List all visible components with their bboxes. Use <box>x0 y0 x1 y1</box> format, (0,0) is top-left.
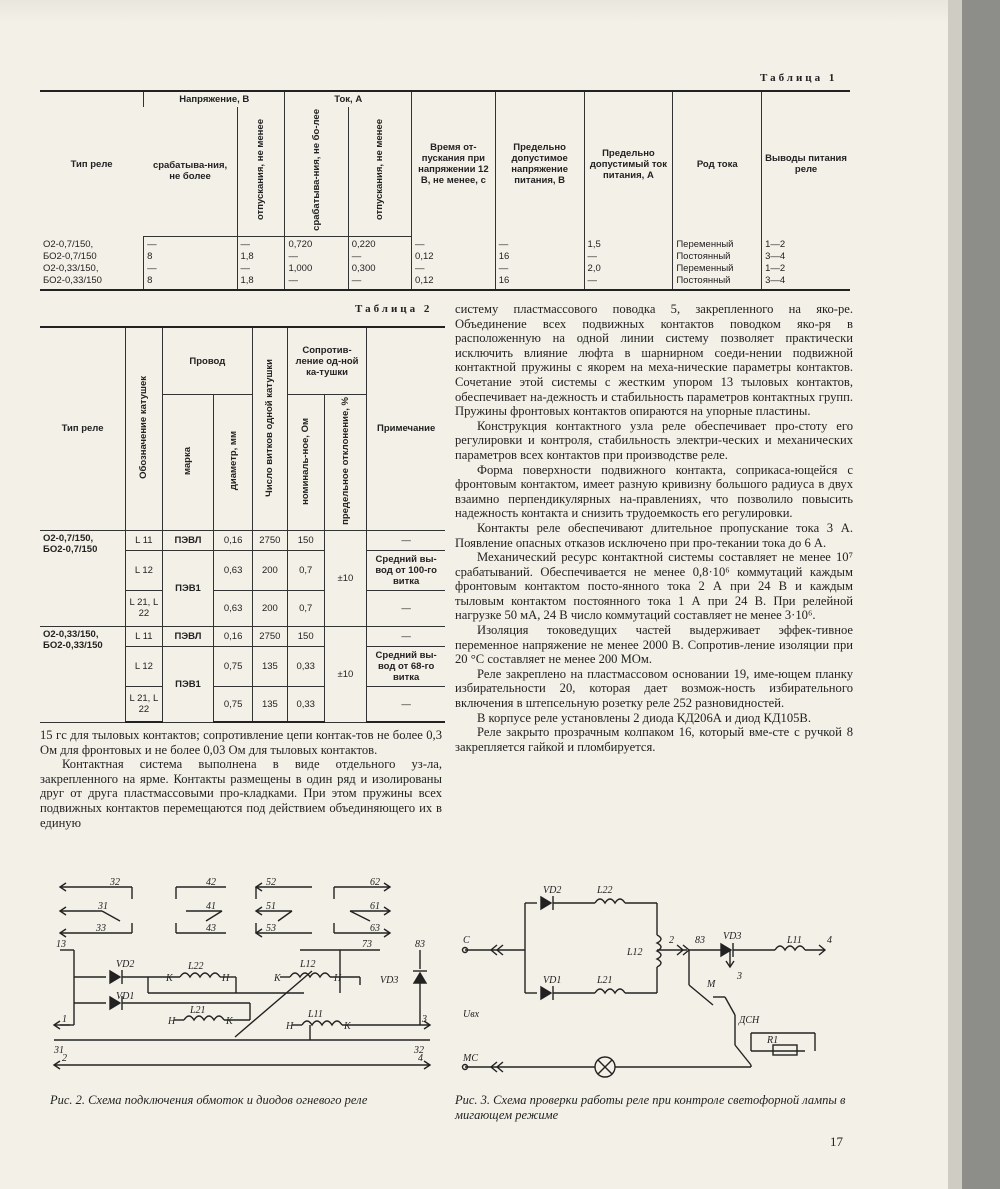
svg-text:1: 1 <box>62 1014 67 1025</box>
svg-text:Н: Н <box>286 1021 294 1032</box>
table2-header-nominal: номиналь-ное, Ом <box>300 417 312 505</box>
svg-text:К: К <box>166 973 173 984</box>
svg-text:VD3: VD3 <box>723 931 742 942</box>
paragraph: Контакты реле обеспечивают длительное пропускание тока 3 А. Появление опасных отказов исключено при про-текании тока до 6 А. <box>455 520 853 550</box>
table1-header-type: Тип реле <box>40 91 144 236</box>
svg-text:2: 2 <box>669 935 674 946</box>
svg-text:VD2: VD2 <box>116 959 135 970</box>
table1-caption: Таблица 1 <box>760 72 838 84</box>
svg-text:L11: L11 <box>787 935 802 946</box>
figure2-diagram <box>40 875 445 1085</box>
figure2-labels <box>53 877 427 1064</box>
table1-header-i-operate: срабатыва-ния, не бо-лее <box>311 109 323 231</box>
table2-header-resistance: Сопротив-ление од-ной ка-тушки <box>287 327 366 395</box>
table1-col-max-current: 1,5 — 2,0 — <box>584 236 673 290</box>
table1-col-v-operate: — 8 — 8 <box>144 236 237 290</box>
svg-text:63: 63 <box>370 923 380 934</box>
svg-text:31: 31 <box>54 1045 64 1056</box>
table1-col-release-time: — 0,12 — 0,12 <box>412 236 496 290</box>
paragraph: Механический ресурс контактной системы составляет не менее 10⁷ срабатываний. Обеспечивается не менее 0,8·10⁶ коммутаций каждым фронтовым контактом посто-янного тока 2 А при 24 В и каждым тыловым контактом постоянного тока 1 А при 24 В. При релейной нагрузке 50 мА, 24 В число коммутаций составляет не менее 3·10⁶. <box>455 550 853 623</box>
table1-header-release-time: Время от-пускания при напряжении 12 В, не менее, с <box>412 91 496 236</box>
paragraph: Форма поверхности подвижного контакта, соприкаса-ющейся с фронтовым контактом, имеет разную кривизну большого радиуса в двух взаимно перпендикулярных на-правлениях, что позволило повысить надежность контакта и снизить трудоемкость его регулировки. <box>455 462 853 521</box>
table2-header-deviation: предельное отклонение, % <box>339 397 351 525</box>
table1-header-current: Ток, А <box>285 91 412 107</box>
table1-header-v-operate: срабатыва-ния, не более <box>144 107 237 236</box>
figure2-caption: Рис. 2. Схема подключения обмоток и диодов огневого реле <box>50 1093 368 1107</box>
svg-text:51: 51 <box>266 901 276 912</box>
svg-text:83: 83 <box>415 939 425 950</box>
svg-text:53: 53 <box>266 923 276 934</box>
table1-col-kind: Переменный Постоянный Переменный Постоянный <box>673 236 762 290</box>
svg-text:К: К <box>226 1016 233 1027</box>
svg-text:4: 4 <box>827 935 832 946</box>
svg-text:L22: L22 <box>597 885 613 896</box>
table-row: L 21, L 22 0,63 200 0,7 — <box>40 590 445 626</box>
table2-header-type: Тип реле <box>40 327 126 530</box>
svg-text:VD3: VD3 <box>380 975 399 986</box>
table1-col-i-release: 0,220 — 0,300 — <box>348 236 411 290</box>
table1-col-i-operate: 0,720 — 1,000 — <box>285 236 348 290</box>
figure3-diagram <box>455 875 855 1085</box>
paragraph: Контактная система выполнена в виде отдельного уз-ла, закрепленного на ярме. Контакты размещены в один ряд и изолированы друг от друга пластмассовыми про-кладками. При этом пружины всех подвижных контактов перемещаются под действием объединяющего их в единую <box>40 757 442 830</box>
paragraph: Реле закрыто прозрачным колпаком 16, который вме-сте с ручкой 8 закрепляется гайкой и пломбируется. <box>455 725 853 754</box>
svg-text:VD1: VD1 <box>116 991 135 1002</box>
paragraph: 15 гс для тыловых контактов; сопротивление цепи контак-тов не более 0,3 Ом для фронтовых и не более 0,03 Ом для тыловых контактов. <box>40 728 442 757</box>
svg-text:Н: Н <box>168 1016 176 1027</box>
paragraph: Конструкция контактного узла реле обеспечивает про-стоту его регулировки и контроля, стабильность электри-ческих и механических параметров всех контактов при производстве реле. <box>455 418 853 462</box>
table1-header-i-release: отпускания, не менее <box>374 119 386 221</box>
table-row: L 12 ПЭВ1 0,75 135 0,33 Средний вы-вод от 68-го витка <box>40 646 445 686</box>
svg-text:32: 32 <box>414 1045 424 1056</box>
svg-text:С: С <box>463 935 470 946</box>
table1-col-max-voltage: — 16 — 16 <box>495 236 584 290</box>
svg-text:2: 2 <box>62 1053 67 1064</box>
svg-text:3: 3 <box>737 971 742 982</box>
right-column-text <box>455 302 853 754</box>
svg-text:83: 83 <box>695 935 705 946</box>
svg-text:42: 42 <box>206 877 216 888</box>
svg-text:L12: L12 <box>627 947 643 958</box>
table1-header-voltage: Напряжение, В <box>144 91 285 107</box>
table2-header-brand: марка <box>182 446 194 475</box>
table-row: О2-0,33/150, БО2-0,33/150 L 11 ПЭВЛ 0,16 2750 150 ±10 — <box>40 626 445 646</box>
svg-text:L21: L21 <box>190 1005 206 1016</box>
paragraph: систему пластмассового поводка 5, закрепленного на яко-ре. Объединение всех подвижных контактов поводком яко-ря в расположенную на одной линии систему позволяет практически исключить влияние люфта в шарнирном соеди-нении подвижной контактной пружины с якорем на меха-нические параметры контактов. Сочетание этой системы с жестким упором 13 тыловых контактов, обеспечивает на-дежность и стабильность параметров контактных групп. Пружины фронтовых контактов опираются на упорные пластины. <box>455 302 853 419</box>
svg-text:62: 62 <box>370 877 380 888</box>
table2-caption: Таблица 2 <box>355 303 433 315</box>
svg-text:Н: Н <box>334 973 342 984</box>
page-top-edge <box>0 0 1000 22</box>
table1 <box>40 90 850 291</box>
table1-header-v-release: отпускания, не менее <box>255 119 267 221</box>
svg-text:VD1: VD1 <box>543 975 562 986</box>
paragraph: Изоляция токоведущих частей выдерживает эффек-тивное переменное напряжение не менее 2000 В. Сопротив-ление изоляции при 20 °С составляет не менее 200 МОм. <box>455 623 853 667</box>
table-row: L 21, L 22 0,75 135 0,33 — <box>40 686 445 722</box>
svg-text:3: 3 <box>422 1014 427 1025</box>
svg-text:Н: Н <box>222 973 230 984</box>
table1-col-type: О2-0,7/150, БО2-0,7/150 О2-0,33/150, БО2-0,33/150 <box>40 236 144 290</box>
paragraph: Реле закреплено на пластмассовом основании 19, име-ющем планку избирательности 20, которая дает возмож-ность избирательного включения в штепсельную розетку реле 252 разновидностей. <box>455 666 853 711</box>
svg-text:L12: L12 <box>300 959 316 970</box>
scan-background <box>962 0 1000 1189</box>
left-column-text <box>40 728 442 830</box>
svg-text:L22: L22 <box>188 961 204 972</box>
svg-text:VD2: VD2 <box>543 885 562 896</box>
svg-text:43: 43 <box>206 923 216 934</box>
svg-text:К: К <box>344 1021 351 1032</box>
svg-text:L11: L11 <box>308 1009 323 1020</box>
table1-header-max-voltage: Предельно допустимое напряжение питания, В <box>495 91 584 236</box>
svg-text:К: К <box>274 973 281 984</box>
table2-header-turns: Число витков одной катушки <box>264 358 276 497</box>
table1-header-terminals: Выводы питания реле <box>762 91 850 236</box>
table2-header-coil: Обозначение катушек <box>138 375 150 479</box>
svg-text:М: М <box>707 979 716 990</box>
svg-text:41: 41 <box>206 901 216 912</box>
table-row: L 12 ПЭВ1 0,63 200 0,7 Средний вы-вод от 100-го витка <box>40 550 445 590</box>
page-number: 17 <box>830 1134 843 1149</box>
paragraph: В корпусе реле установлены 2 диода КД206А и диод КД105В. <box>477 710 811 725</box>
table2-header-diameter: диаметр, мм <box>227 431 239 491</box>
table1-header-kind: Род тока <box>673 91 762 236</box>
table1-header-max-current: Предельно допустимый ток питания, А <box>584 91 673 236</box>
svg-text:13: 13 <box>56 939 66 950</box>
svg-text:31: 31 <box>98 901 108 912</box>
svg-text:Uвх: Uвх <box>463 1009 480 1020</box>
table2-header-wire: Провод <box>162 327 252 395</box>
table2 <box>40 326 445 723</box>
table-row: О2-0,7/150, БО2-0,7/150 L 11 ПЭВЛ 0,16 2750 150 ±10 — <box>40 530 445 550</box>
table2-header-note: Примечание <box>367 327 445 530</box>
table1-col-v-release: — 1,8 — 1,8 <box>237 236 285 290</box>
svg-text:МС: МС <box>463 1053 478 1064</box>
figure3-labels <box>462 885 832 1064</box>
svg-text:33: 33 <box>96 923 106 934</box>
svg-text:32: 32 <box>110 877 120 888</box>
table1-col-terminals: 1—2 3—4 1—2 3—4 <box>762 236 850 290</box>
svg-text:ДСН: ДСН <box>739 1015 760 1026</box>
figure3-caption: Рис. 3. Схема проверки работы реле при контроле светофорной лампы в мигающем режиме <box>455 1093 846 1122</box>
svg-text:4: 4 <box>418 1053 423 1064</box>
page-shadow <box>948 0 962 1189</box>
svg-text:L21: L21 <box>597 975 613 986</box>
svg-text:61: 61 <box>370 901 380 912</box>
svg-text:R1: R1 <box>767 1035 779 1046</box>
svg-text:52: 52 <box>266 877 276 888</box>
svg-text:73: 73 <box>362 939 372 950</box>
